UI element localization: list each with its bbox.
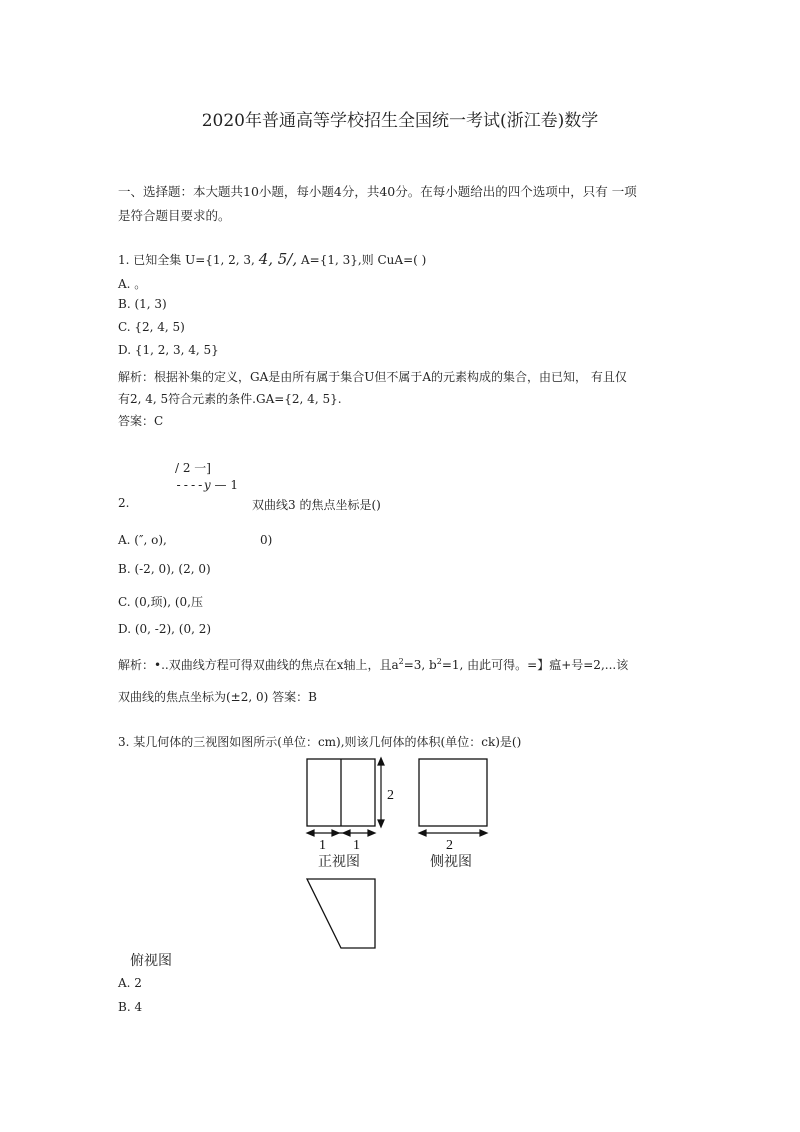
q3-option-b: B. 4: [118, 1000, 143, 1014]
side-width-label: 2: [446, 838, 453, 853]
q2-option-b: B. (-2, 0), (2, 0): [118, 562, 211, 576]
q1-option-a: A. 。: [118, 277, 147, 291]
top-view-label: 俯视图: [130, 953, 172, 969]
front-view: [307, 759, 375, 826]
page-title: 2020年普通高等学校招生全国统一考试(浙江卷)数学: [201, 111, 599, 131]
q1-analysis-line1: 解析：根据补集的定义，GA是由所有属于集合U但不属于A的元素构成的集合，由已知， 有且仅: [118, 370, 627, 384]
q2-option-a: A. (″, o),: [118, 533, 167, 547]
front-view-label: 正视图: [318, 854, 360, 870]
q2-analysis-line1: [118, 656, 628, 673]
q2-analysis-pre: 解析：•..双曲线方程可得双曲线的焦点在x轴上，且a: [118, 658, 399, 672]
q2-formula-bottom: [175, 478, 238, 492]
side-width-dimension: [419, 830, 487, 836]
q2-option-d: D. (0, -2), (0, 2): [118, 622, 212, 636]
q1-answer: 答案：C: [118, 414, 164, 428]
q1-option-d: D. {1, 2, 3, 4, 5}: [118, 343, 219, 357]
q3-stem: 3. 某几何体的三视图如图所示(单位：cm),则该几何体的体积(单位：ck)是(): [118, 735, 522, 749]
front-height-dimension: [378, 758, 384, 827]
q2-analysis-sup2: 2: [436, 657, 442, 666]
q1-stem: [118, 250, 426, 268]
q2-formula-tail: — 1: [214, 478, 238, 492]
front-width-left-label: 1: [319, 838, 326, 853]
q1-stem-tail: A={1, 3},则 CuA=( ): [300, 253, 427, 267]
q2-formula-top: / 2 一]: [175, 461, 211, 475]
q2-analysis-mid: =3, b: [403, 658, 437, 672]
q1-option-b: B. (1, 3): [118, 297, 167, 311]
side-view-outline: [419, 759, 487, 826]
q2-option-a-tail: 0): [260, 533, 273, 547]
q2-stem: 双曲线3 的焦点坐标是(): [252, 498, 381, 512]
q2-option-c: C. (0,顼), (0,压: [118, 595, 203, 609]
section-header-line1: 一、选择题：本大题共10小题，每小题4分，共40分。在每小题给出的四个选项中，只有 一项: [118, 184, 637, 199]
q2-analysis-sup1: 2: [398, 657, 404, 666]
top-view-outline: [307, 879, 375, 948]
q1-stem-italic: 4, 5/,: [258, 250, 298, 268]
q2-analysis-line2: 双曲线的焦点坐标为(±2, 0) 答案：B: [118, 690, 317, 704]
front-width-right-label: 1: [353, 838, 360, 853]
q2-analysis-post: =1, 由此可得。=】瘟+号=2,...该: [441, 658, 629, 672]
q1-option-c: C. {2, 4, 5): [118, 320, 185, 334]
q2-formula-y: y: [203, 478, 211, 492]
q1-stem-text: 1. 已知全集 U={1, 2, 3,: [118, 253, 255, 267]
q2-number: 2.: [118, 496, 130, 510]
front-width-dimension: [307, 830, 375, 836]
front-height-label: 2: [387, 788, 394, 803]
section-header-line2: 是符合题目要求的。: [118, 208, 231, 223]
q2-formula-dashes: ----: [175, 478, 204, 492]
q3-option-a: A. 2: [118, 976, 142, 990]
q1-analysis-line2: 有2, 4, 5符合元素的条件.GA={2, 4, 5}.: [118, 392, 342, 406]
side-view-label: 侧视图: [430, 854, 472, 870]
